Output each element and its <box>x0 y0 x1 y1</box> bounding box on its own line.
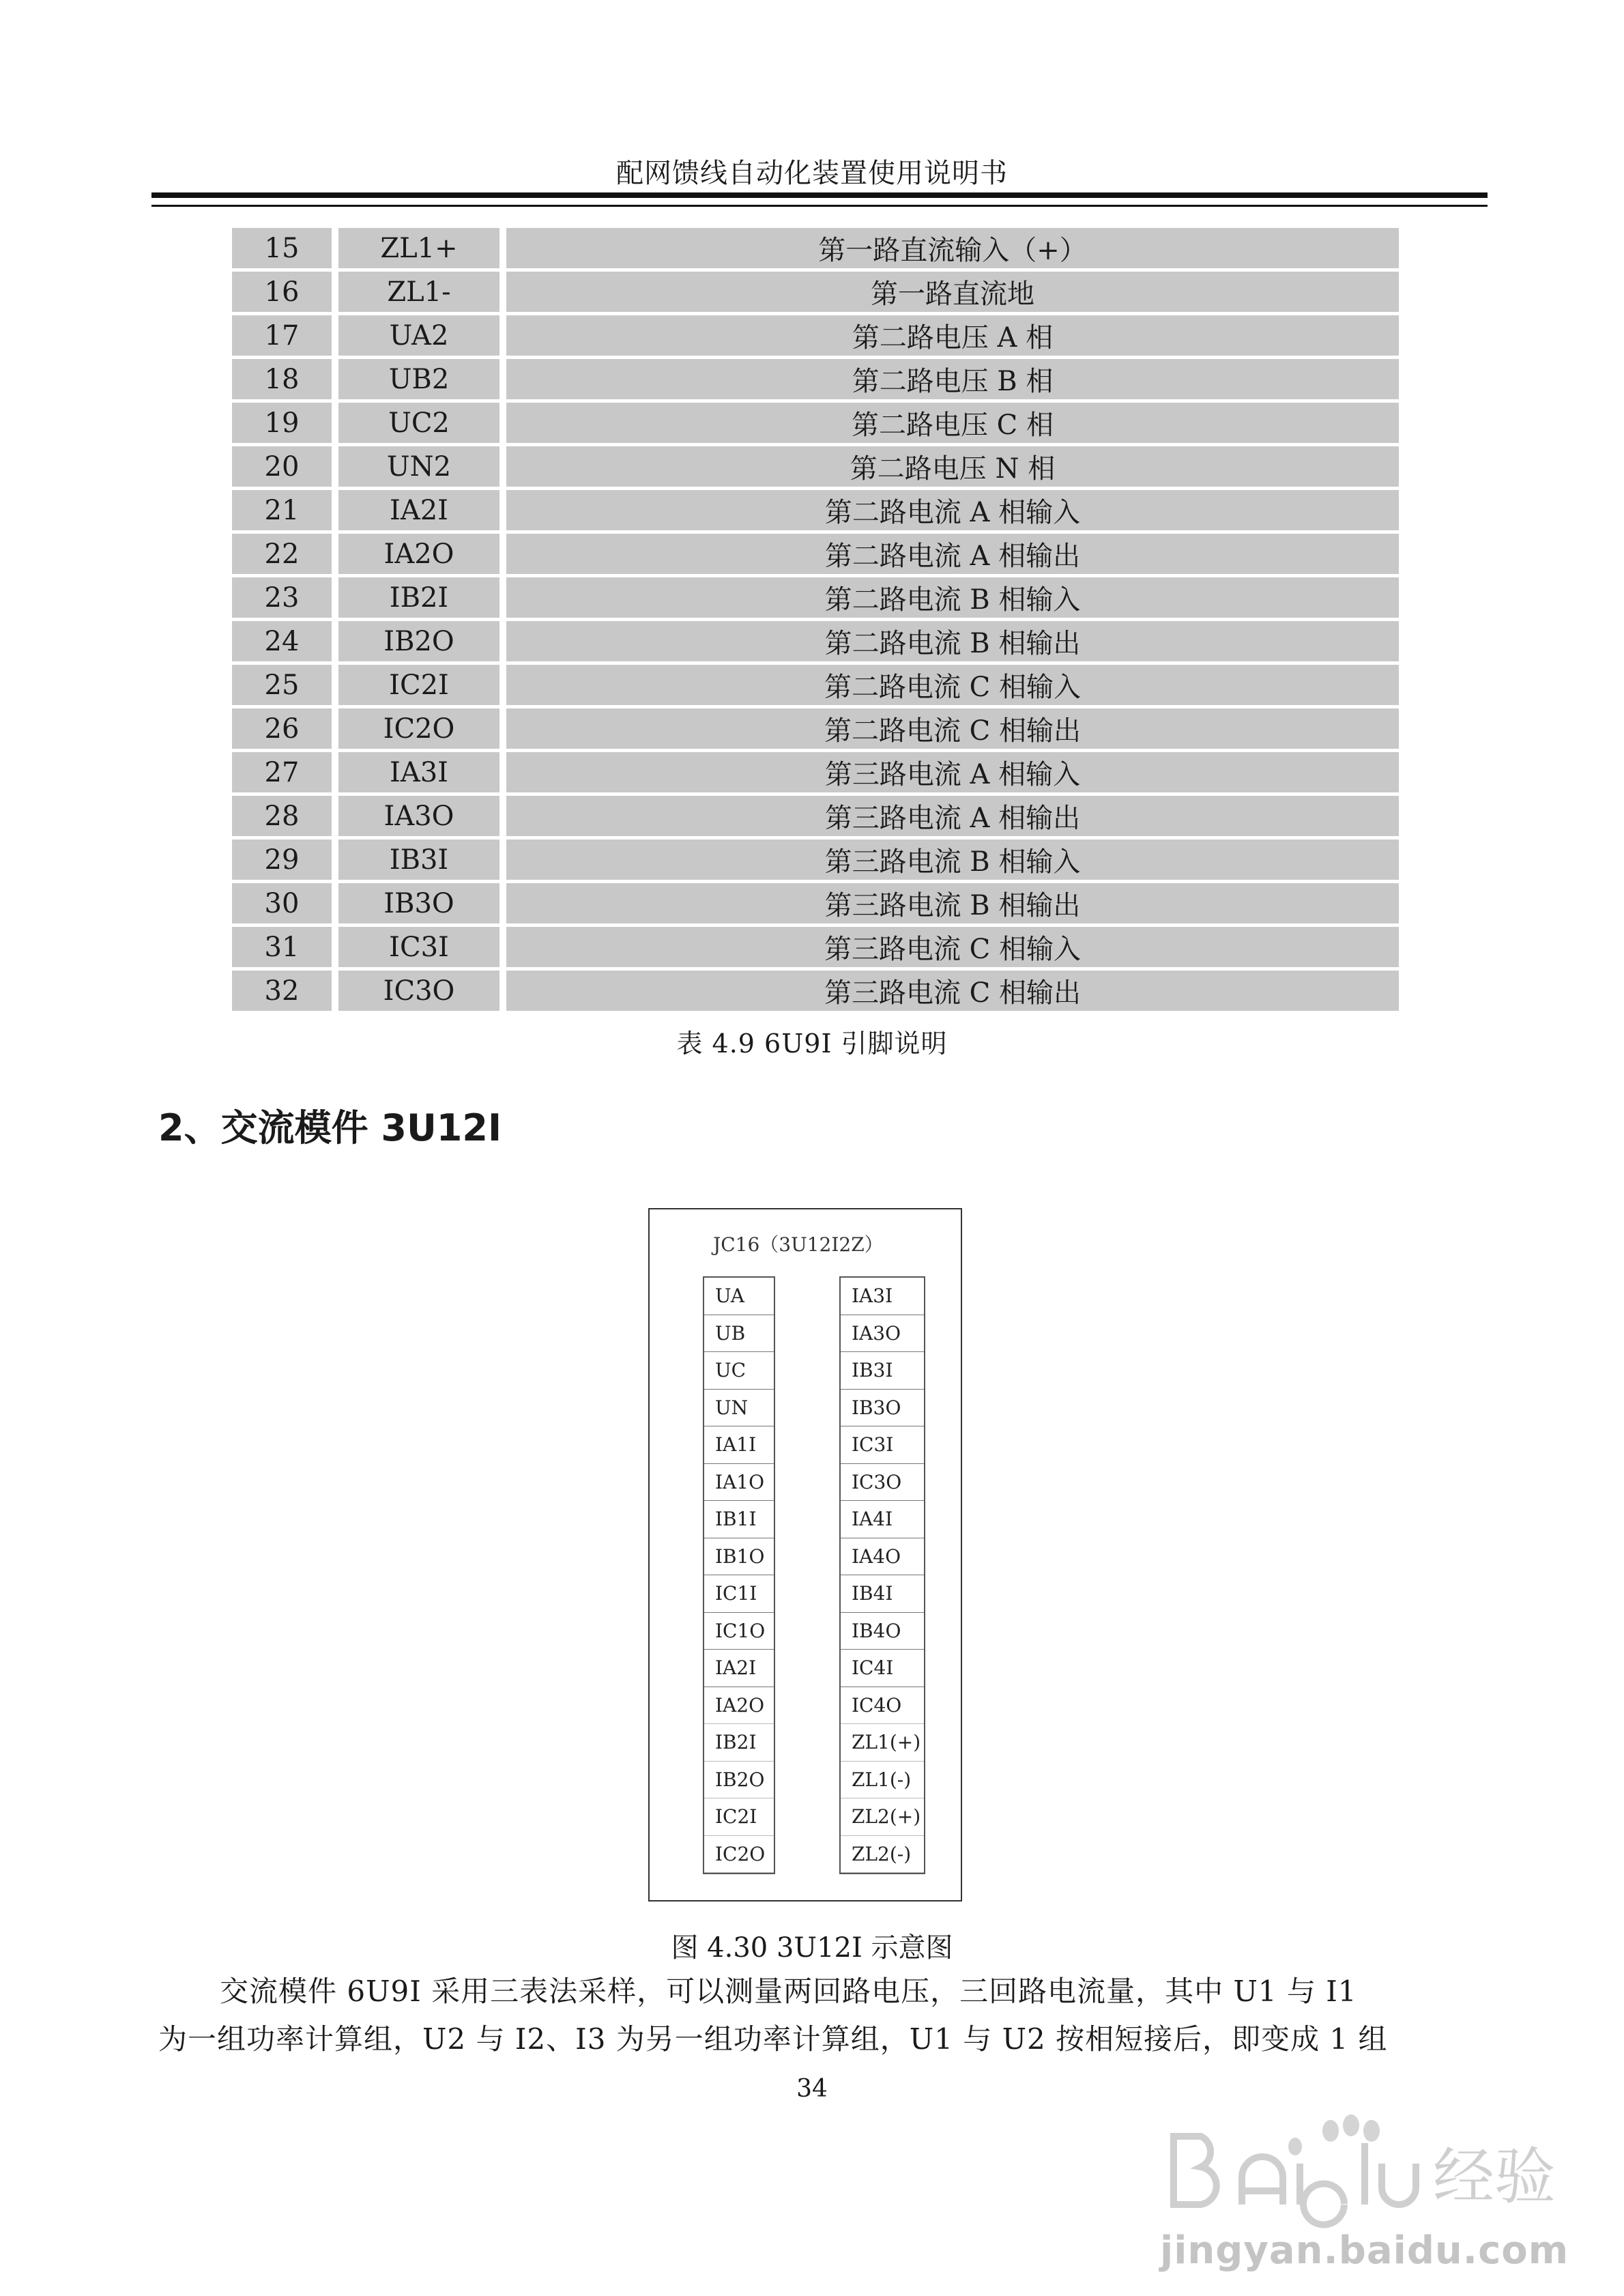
right-terminal: IA3O <box>841 1315 924 1353</box>
table-row <box>232 534 1399 574</box>
right-terminal: IA4I <box>841 1501 924 1538</box>
right-terminal: IC3O <box>841 1464 924 1502</box>
right-terminal: IA4O <box>841 1538 924 1576</box>
left-terminal: IC1O <box>704 1613 774 1650</box>
pin-number-cell: 20 <box>232 446 332 487</box>
pin-name-cell: IC3O <box>338 971 499 1011</box>
table-row <box>232 403 1399 443</box>
table-row <box>232 927 1399 967</box>
pin-number-cell: 30 <box>232 883 332 923</box>
right-terminal: IA3I <box>841 1278 924 1315</box>
pin-description-cell: 第三路电流 A 相输入 <box>506 752 1399 792</box>
pin-description-cell: 第三路电流 A 相输出 <box>506 796 1399 836</box>
right-terminal: ZL1(-) <box>841 1762 924 1799</box>
right-terminal: IB3I <box>841 1352 924 1390</box>
pin-description-cell: 第一路直流输入（+） <box>506 228 1399 268</box>
pin-description-cell: 第三路电流 B 相输出 <box>506 883 1399 923</box>
table-row <box>232 577 1399 618</box>
pin-name-cell: ZL1+ <box>338 228 499 268</box>
table-row <box>232 840 1399 880</box>
table-row <box>232 708 1399 749</box>
left-terminal: IA1O <box>704 1464 774 1502</box>
pin-number-cell: 26 <box>232 708 332 749</box>
pin-number-cell: 25 <box>232 665 332 705</box>
table-row <box>232 315 1399 356</box>
pin-name-cell: IB2O <box>338 621 499 661</box>
left-terminal: IB1O <box>704 1538 774 1576</box>
pin-number-cell: 18 <box>232 359 332 399</box>
header-thin-rule <box>151 205 1488 207</box>
pin-description-cell: 第三路电流 C 相输出 <box>506 971 1399 1011</box>
left-terminal: IA1I <box>704 1426 774 1464</box>
pin-description-cell: 第一路直流地 <box>506 272 1399 312</box>
left-terminal: IB2I <box>704 1724 774 1762</box>
pin-name-cell: IB2I <box>338 577 499 618</box>
pin-number-cell: 21 <box>232 490 332 530</box>
pin-name-cell: IA3O <box>338 796 499 836</box>
pin-number-cell: 15 <box>232 228 332 268</box>
page-number: 34 <box>796 2075 828 2103</box>
table-row <box>232 796 1399 836</box>
pin-description-cell: 第二路电压 A 相 <box>506 315 1399 356</box>
pin-description-cell: 第二路电流 A 相输出 <box>506 534 1399 574</box>
left-terminal: IC2O <box>704 1836 774 1874</box>
pin-name-cell: IB3O <box>338 883 499 923</box>
right-terminal: IC4I <box>841 1650 924 1687</box>
pin-number-cell: 17 <box>232 315 332 356</box>
right-terminal: ZL2(+) <box>841 1798 924 1836</box>
table-row <box>232 359 1399 399</box>
pin-description-cell: 第二路电流 A 相输入 <box>506 490 1399 530</box>
left-terminal: UB <box>704 1315 774 1353</box>
baidu-jingyan-watermark-logo <box>1160 2116 1556 2218</box>
watermark-url: jingyan.baidu.com <box>1160 2228 1569 2273</box>
pin-number-cell: 22 <box>232 534 332 574</box>
pin-name-cell: IC2I <box>338 665 499 705</box>
right-terminal: IC3I <box>841 1426 924 1464</box>
table-caption: 表 4.9 6U9I 引脚说明 <box>676 1029 948 1059</box>
left-terminal: IA2I <box>704 1650 774 1687</box>
pin-number-cell: 29 <box>232 840 332 880</box>
diagram-title: JC16（3U12I2Z） <box>713 1233 884 1256</box>
pin-name-cell: ZL1- <box>338 272 499 312</box>
pin-number-cell: 16 <box>232 272 332 312</box>
right-terminal: IC4O <box>841 1687 924 1725</box>
svg-text:经验: 经验 <box>1433 2141 1556 2213</box>
table-row <box>232 621 1399 661</box>
pin-name-cell: UC2 <box>338 403 499 443</box>
right-terminal: IB3O <box>841 1390 924 1427</box>
pin-number-cell: 27 <box>232 752 332 792</box>
pin-number-cell: 28 <box>232 796 332 836</box>
pin-number-cell: 32 <box>232 971 332 1011</box>
pin-description-cell: 第三路电流 B 相输入 <box>506 840 1399 880</box>
table-row <box>232 272 1399 312</box>
pin-description-cell: 第二路电流 B 相输入 <box>506 577 1399 618</box>
pin-number-cell: 24 <box>232 621 332 661</box>
left-terminal: UN <box>704 1390 774 1427</box>
table-row <box>232 665 1399 705</box>
table-row <box>232 883 1399 923</box>
table-row <box>232 228 1399 268</box>
left-terminal: IB1I <box>704 1501 774 1538</box>
section-heading: 2、交流模件 3U12I <box>158 1106 502 1149</box>
pin-description-cell: 第二路电压 C 相 <box>506 403 1399 443</box>
right-terminal: ZL2(-) <box>841 1836 924 1874</box>
pin-name-cell: UB2 <box>338 359 499 399</box>
figure-caption: 图 4.30 3U12I 示意图 <box>671 1932 953 1964</box>
pin-number-cell: 31 <box>232 927 332 967</box>
body-paragraph-line-2: 为一组功率计算组，U2 与 I2、I3 为另一组功率计算组，U1 与 U2 按相短接后，即变成 1 组 <box>158 2022 1388 2056</box>
pin-name-cell: IA2O <box>338 534 499 574</box>
pin-name-cell: IA2I <box>338 490 499 530</box>
pin-description-table <box>232 228 1399 1014</box>
pin-name-cell: UN2 <box>338 446 499 487</box>
table-row <box>232 752 1399 792</box>
pin-name-cell: IB3I <box>338 840 499 880</box>
pin-name-cell: UA2 <box>338 315 499 356</box>
body-paragraph-line-1: 交流模件 6U9I 采用三表法采样，可以测量两回路电压，三回路电流量，其中 U1 与 I1 <box>220 1975 1357 2008</box>
table-row <box>232 490 1399 530</box>
left-terminal: IB2O <box>704 1762 774 1799</box>
right-terminal: IB4O <box>841 1613 924 1650</box>
pin-number-cell: 19 <box>232 403 332 443</box>
left-terminal: IC2I <box>704 1798 774 1836</box>
pin-description-cell: 第三路电流 C 相输入 <box>506 927 1399 967</box>
pin-number-cell: 23 <box>232 577 332 618</box>
pin-description-cell: 第二路电压 B 相 <box>506 359 1399 399</box>
left-terminal-column <box>703 1276 775 1874</box>
table-row <box>232 446 1399 487</box>
pin-description-cell: 第二路电流 C 相输出 <box>506 708 1399 749</box>
pin-description-cell: 第二路电压 N 相 <box>506 446 1399 487</box>
right-terminal-column <box>839 1276 925 1874</box>
left-terminal: UC <box>704 1352 774 1390</box>
document-header-title: 配网馈线自动化装置使用说明书 <box>616 158 1008 189</box>
table-row <box>232 971 1399 1011</box>
right-terminal: ZL1(+) <box>841 1724 924 1762</box>
pin-description-cell: 第二路电流 C 相输入 <box>506 665 1399 705</box>
right-terminal: IB4I <box>841 1575 924 1613</box>
pin-name-cell: IC3I <box>338 927 499 967</box>
pin-description-cell: 第二路电流 B 相输出 <box>506 621 1399 661</box>
left-terminal: IA2O <box>704 1687 774 1725</box>
header-thick-rule <box>151 192 1488 198</box>
left-terminal: IC1I <box>704 1575 774 1613</box>
left-terminal: UA <box>704 1278 774 1315</box>
pin-name-cell: IA3I <box>338 752 499 792</box>
pin-name-cell: IC2O <box>338 708 499 749</box>
